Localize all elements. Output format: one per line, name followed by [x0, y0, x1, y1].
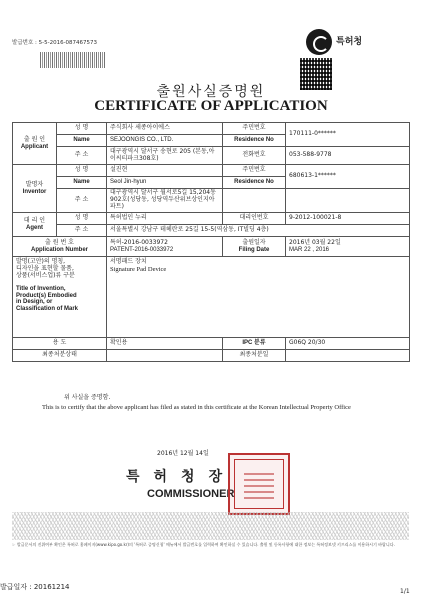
app-number-value: 특허-2016-0033972 PATENT-2016-0033972 — [107, 237, 223, 257]
agent-name: 특허법인 누리 — [107, 213, 223, 225]
title-korean: 출원사실증명원 — [156, 84, 266, 100]
inventor-name-en: Seol Jin-hyun — [107, 177, 223, 189]
name-label-ko: 성 명 — [57, 165, 107, 177]
agent-address: 서울특별시 강남구 테헤란로 25길 15-5(역삼동, IT빌딩 4층) — [107, 225, 410, 237]
applicant-resident-no: 170111-0****** — [286, 123, 410, 147]
kipo-label: 특허청 — [336, 37, 363, 47]
invention-title-value: 서명패드 장치 Signature Pad Device — [107, 257, 410, 338]
filing-date-header: 출원일자 Filing Date — [223, 237, 286, 257]
final-date-label: 최종처분일 — [223, 350, 286, 362]
ipc-label: IPC 분류 — [223, 338, 286, 350]
ipc-value: G06Q 20/30 — [286, 338, 410, 350]
issue-date: 2016년 12월 14일 — [157, 450, 209, 457]
agent-header: 대 리 인 Agent — [13, 213, 57, 237]
inventor-address: 대구광역시 달서구 월서로5길 15,204동 902호(성당동, 성당역두산위브상인지아파트) — [107, 189, 223, 213]
use-label: 용 도 — [13, 338, 107, 350]
inventor-header: 발명자 Inventor — [13, 165, 57, 213]
resident-no-label-ko: 주민번호 — [223, 165, 286, 177]
applicant-phone: 053-588-9778 — [286, 147, 410, 165]
applicant-name-en: SEJOONGIS CO., LTD. — [107, 135, 223, 147]
commissioner-english: COMMISSIONER — [147, 488, 235, 500]
resident-no-label-en: Residence No — [223, 135, 286, 147]
inventor-name-ko: 설진현 — [107, 165, 223, 177]
page-number: 1/1 — [400, 588, 410, 595]
phone-label: 전화번호 — [223, 147, 286, 165]
address-label: 주 소 — [57, 189, 107, 213]
applicant-header: 출 원 인 Applicant — [13, 123, 57, 165]
use-value: 확인용 — [107, 338, 223, 350]
statement-korean: 위 사실을 증명함. — [64, 394, 111, 401]
filing-date-value: 2016년 03월 22일 MAR 22 , 2016 — [286, 237, 410, 257]
invention-title-header: 발명(고안)의 명칭, 디자인을 표현할 물품, 상품(서비스업)류 구분 Title of Invention, Product(s) Embodied in Design, or Classification of Mark — [13, 257, 107, 338]
footnote: ☞ 발급문서의 진위여부 확인은 특허로 홈페이지(www.kipo.go.kr)의 '특허로 증명신청' 메뉴에서 발급번호를 입력하여 확인하실 수 있습니다. 출원 및 등록사항에 대한 정보는 특허정보넷 키프리스를 이용하시기 바랍니다. — [12, 542, 395, 547]
resident-no-label-en: Residence No — [223, 177, 286, 189]
name-label-ko: 성 명 — [57, 123, 107, 135]
name-label-en: Name — [57, 177, 107, 189]
applicant-address: 대구광역시 달서구 송현로 205 (본동,아이씨티파크308호) — [107, 147, 223, 165]
commissioner-korean: 특허청장 — [126, 469, 237, 485]
certification-statement — [12, 392, 409, 412]
name-label-ko: 성 명 — [57, 213, 107, 225]
name-label-en: Name — [57, 135, 107, 147]
statement-english: This is to certify that the above applicant has filed as stated in this certificate at the Korean Intellectual Property Office — [42, 404, 351, 411]
agent-code: 9-2012-100021-8 — [286, 213, 410, 225]
title-english: CERTIFICATE OF APPLICATION — [94, 98, 328, 114]
final-status-label: 최종처분상태 — [13, 350, 107, 362]
resident-no-label-ko: 주민번호 — [223, 123, 286, 135]
kipo-logo-icon — [306, 29, 332, 55]
security-pattern — [12, 512, 409, 540]
certificate-table — [12, 122, 410, 362]
bottom-issue-date: 발급일자 : 20161214 — [0, 583, 70, 591]
app-number-header: 출 원 번 호 Application Number — [13, 237, 107, 257]
address-label: 주 소 — [57, 147, 107, 165]
final-date-value — [286, 350, 410, 362]
address-label: 주 소 — [57, 225, 107, 237]
issue-number: 발급번호 : 5-5-2016-087467573 — [12, 40, 98, 46]
inventor-resident-no: 680613-1****** — [286, 165, 410, 189]
agent-code-label: 대리인번호 — [223, 213, 286, 225]
barcode — [40, 52, 106, 68]
official-seal-icon — [228, 453, 290, 515]
applicant-name-ko: 주식회사 세종아이에스 — [107, 123, 223, 135]
final-status-value — [107, 350, 223, 362]
